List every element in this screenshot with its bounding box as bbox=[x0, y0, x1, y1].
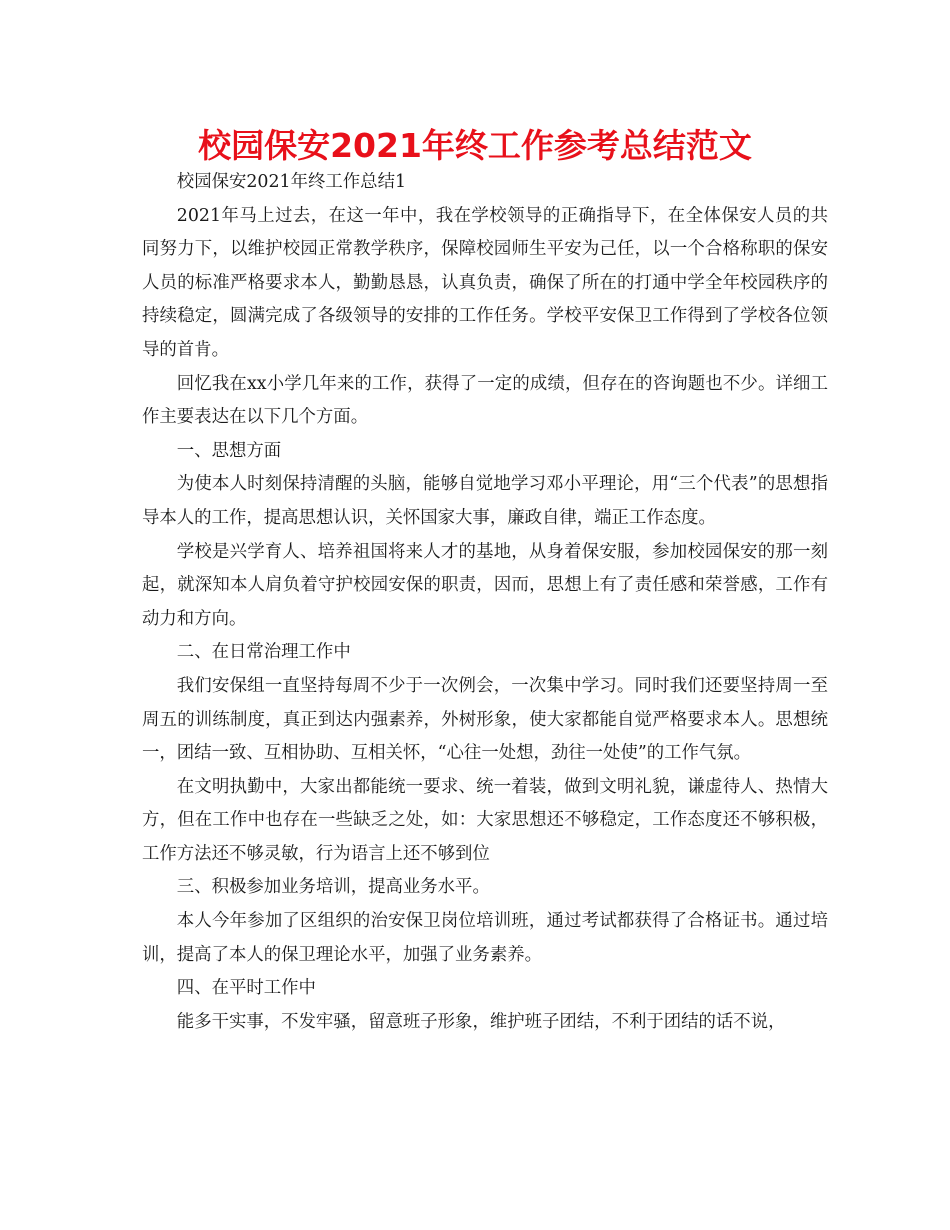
paragraph: 2021年马上过去，在这一年中，我在学校领导的正确指导下，在全体保安人员的共同努力下，以维护校园正常教学秩序，保障校园师生平安为己任，以一个合格称职的保安人员的标准严格要求本人，勤勤恳恳，认真负责，确保了所在的打通中学全年校园秩序的持续稳定，圆满完成了各级领导的安排的工作任务。学校平安保卫工作得到了学校各位领导的首肯。 bbox=[142, 205, 828, 360]
paragraph: 为使本人时刻保持清醒的头脑，能够自觉地学习邓小平理论，用“三个代表”的思想指导本人的工作，提高思想认识，关怀国家大事，廉政自律，端正工作态度。 bbox=[142, 474, 828, 528]
paragraph: 在文明执勤中，大家出都能统一要求、统一着装，做到文明礼貌，谦虚待人、热情大方，但在工作中也存在一些缺乏之处，如：大家思想还不够稳定，工作态度还不够积极，工作方法还不够灵敏，行为语言上还不够到位 bbox=[142, 776, 828, 864]
paragraph: 能多干实事，不发牢骚，留意班子形象，维护班子团结，不利于团结的话不说， bbox=[176, 1011, 786, 1032]
paragraph: 回忆我在xx小学几年来的工作，获得了一定的成绩，但存在的咨询题也不少。详细工作主要表达在以下几个方面。 bbox=[142, 373, 828, 428]
section-heading: 校园保安2021年终工作总结1 bbox=[176, 172, 407, 192]
paragraph: 我们安保组一直坚持每周不少于一次例会，一次集中学习。同时我们还要坚持周一至周五的训练制度，真正到达内强素养，外树形象，使大家都能自觉严格要求本人。思想统一，团结一致、互相协助、互相关怀，“心往一处想，劲往一处使”的工作气氛。 bbox=[142, 675, 828, 764]
document-body bbox=[142, 166, 828, 1039]
section-heading: 一、思想方面 bbox=[176, 440, 282, 461]
paragraph: 本人今年参加了区组织的治安保卫岗位培训班，通过考试都获得了合格证书。通过培训，提高了本人的保卫理论水平，加强了业务素养。 bbox=[142, 911, 828, 965]
section-heading: 二、在日常治理工作中 bbox=[176, 642, 351, 663]
paragraph: 学校是兴学育人、培养祖国将来人才的基地，从身着保安服，参加校园保安的那一刻起，就深知本人肩负着守护校园安保的职责，因而，思想上有了责任感和荣誉感，工作有动力和方向。 bbox=[142, 541, 828, 629]
document-title: 校园保安2021年终工作参考总结范文 bbox=[198, 126, 752, 165]
section-heading: 三、积极参加业务培训，提高业务水平。 bbox=[176, 877, 490, 898]
section-heading: 四、在平时工作中 bbox=[176, 978, 316, 999]
